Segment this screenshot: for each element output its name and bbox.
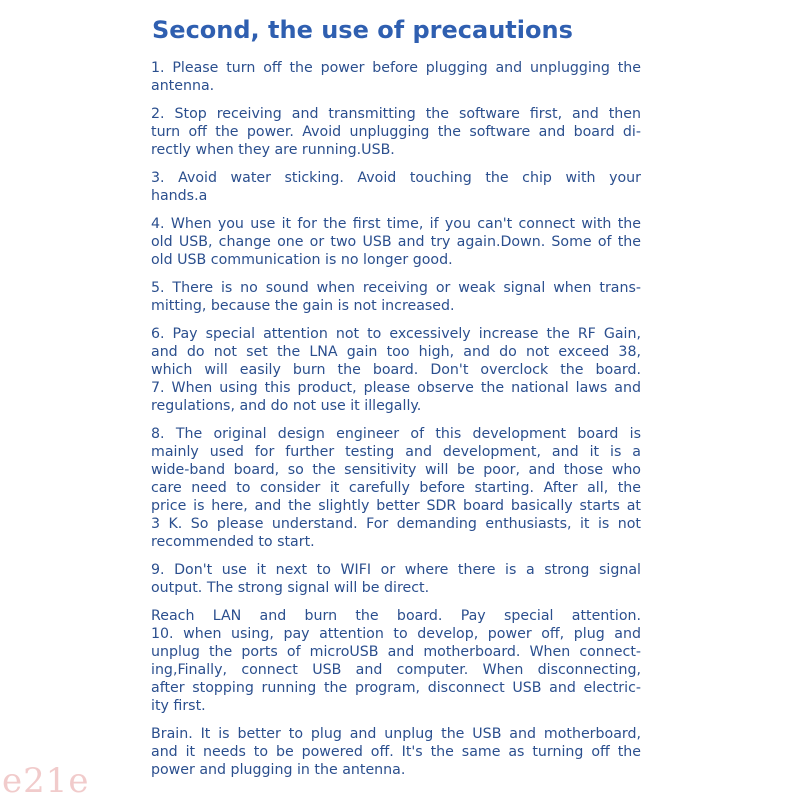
paragraph-line: 2. Stop receiving and transmitting the software first, and then: [151, 106, 641, 122]
precaution-paragraph: [151, 279, 641, 315]
paragraph-line: ity first.: [151, 698, 206, 714]
paragraph-line: wide-band board, so the sensitivity will be poor, and those who: [151, 462, 641, 478]
precaution-paragraph: [151, 105, 641, 159]
paragraph-line: old USB, change one or two USB and try again.Down. Some of the: [151, 234, 641, 250]
precaution-paragraph: [151, 169, 641, 205]
document-body: [151, 59, 641, 789]
paragraph-line: Brain. It is better to plug and unplug the USB and motherboard,: [151, 726, 641, 742]
paragraph-line: 3 K. So please understand. For demanding enthusiasts, it is not: [151, 516, 641, 532]
paragraph-line: 9. Don't use it next to WIFI or where there is a strong signal: [151, 562, 641, 578]
page-title: Second, the use of precautions: [152, 16, 573, 44]
paragraph-line: regulations, and do not use it illegally.: [151, 398, 422, 414]
watermark: e21e: [2, 761, 90, 800]
paragraph-line: rectly when they are running.USB.: [151, 142, 395, 158]
paragraph-line: 1. Please turn off the power before plugging and unplugging the: [151, 60, 641, 76]
paragraph-line: old USB communication is no longer good.: [151, 252, 453, 268]
paragraph-line: hands.a: [151, 188, 208, 204]
paragraph-line: ing,Finally, connect USB and computer. When disconnecting,: [151, 662, 641, 678]
paragraph-line: and it needs to be powered off. It's the same as turning off the: [151, 744, 641, 760]
paragraph-line: which will easily burn the board. Don't overclock the board.: [151, 362, 641, 378]
precaution-paragraph: [151, 607, 641, 715]
precaution-paragraph: [151, 325, 641, 415]
paragraph-line: 3. Avoid water sticking. Avoid touching the chip with your: [151, 170, 641, 186]
precaution-paragraph: [151, 59, 641, 95]
paragraph-line: Reach LAN and burn the board. Pay special attention.: [151, 608, 641, 624]
paragraph-line: output. The strong signal will be direct.: [151, 580, 430, 596]
precaution-paragraph: [151, 725, 641, 779]
paragraph-line: 7. When using this product, please observe the national laws and: [151, 380, 641, 396]
paragraph-line: price is here, and the slightly better SDR board basically starts at: [151, 498, 641, 514]
paragraph-line: 5. There is no sound when receiving or weak signal when trans-: [151, 280, 641, 296]
paragraph-line: 8. The original design engineer of this development board is: [151, 426, 641, 442]
paragraph-line: power and plugging in the antenna.: [151, 762, 406, 778]
paragraph-line: after stopping running the program, disconnect USB and electric-: [151, 680, 641, 696]
paragraph-line: 6. Pay special attention not to excessively increase the RF Gain,: [151, 326, 641, 342]
precaution-paragraph: [151, 215, 641, 269]
paragraph-line: 10. when using, pay attention to develop, power off, plug and: [151, 626, 641, 642]
precaution-paragraph: [151, 561, 641, 597]
paragraph-line: unplug the ports of microUSB and motherboard. When connect-: [151, 644, 641, 660]
paragraph-line: 4. When you use it for the first time, if you can't connect with the: [151, 216, 641, 232]
precaution-paragraph: [151, 425, 641, 551]
paragraph-line: care need to consider it carefully before starting. After all, the: [151, 480, 641, 496]
paragraph-line: antenna.: [151, 78, 215, 94]
paragraph-line: recommended to start.: [151, 534, 315, 550]
paragraph-line: and do not set the LNA gain too high, and do not exceed 38,: [151, 344, 641, 360]
paragraph-line: turn off the power. Avoid unplugging the software and board di-: [151, 124, 641, 140]
paragraph-line: mitting, because the gain is not increased.: [151, 298, 455, 314]
paragraph-line: mainly used for further testing and development, and it is a: [151, 444, 641, 460]
